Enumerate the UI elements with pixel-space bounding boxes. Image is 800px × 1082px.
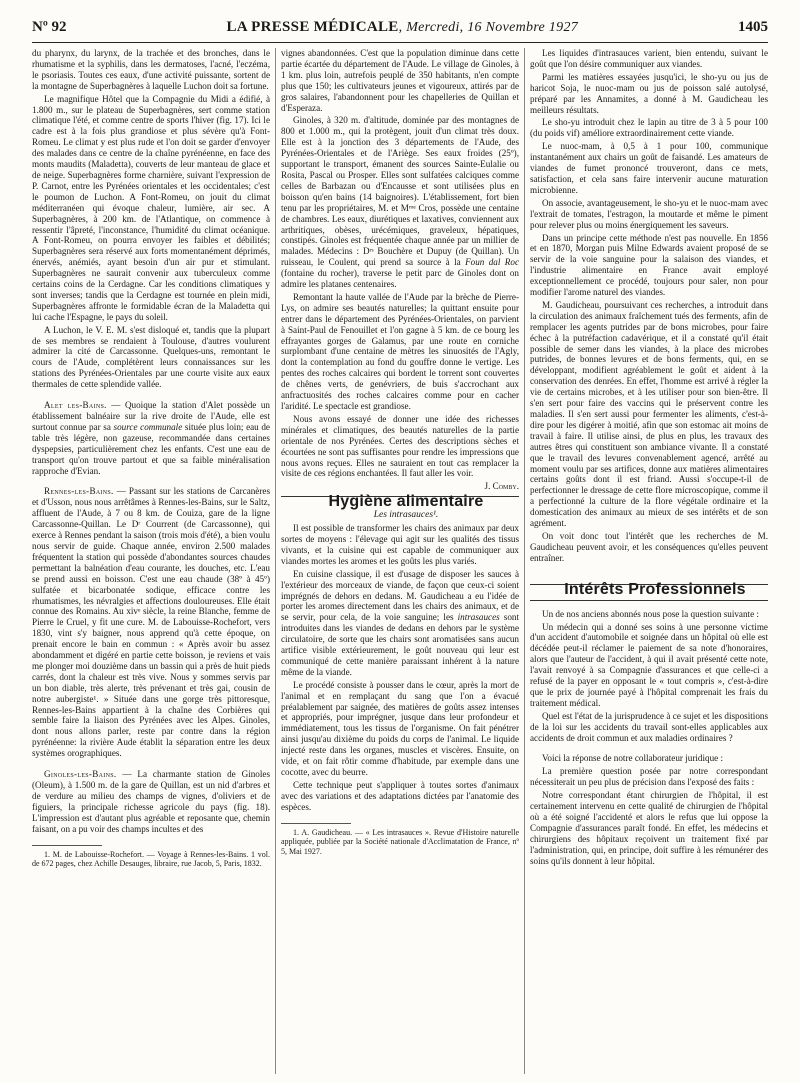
rennes-section: Rennes-les-Bains. — Passant sur les stations de Carcanères et d'Usson, nous nous arrêtâmes à Rennes-les-Bains, sur le Saltz, affluent de l'Aude, à 7 ou 8 km. de Couiza, gare de la ligne Carcassonne-Quillan. Le Dʳ Courrent (de Carcassonne), qui exerce à Rennes pendant la saison (trois mois d'été), a bien voulu nous servir de guide. Chaque année, environ 2.500 malades fréquentent la station qui possède d'abondantes sources chaudes permettant la balnéation d'eau courante, les douches, etc. L'eau se prend aussi en boisson. C'est une eau chaude (38º à 45º) sulfatée et bicarbonatée sodique, efficace contre les rhumatismes, les névralgies et affections douloureuses. Elle était connue des Romains. Au xivᵉ siècle, la reine Blanche, femme de Pierre le Cruel, y fit une cure. M. de Labouisse-Rochefort, vers 1830, vint s'y baigner, nous apprend qu'à cette époque, on prenait encore le bain en commun : « Après avoir bu assez abondamment et digéré en partie cette boisson, je reviens et vais me plonger moi douzième dans un bassin qui a près de huit pieds carrés, dont la chaleur est très vive. Nous y sommes servis par un bon diable, très alerte, très prévenant et très gai, cousin de notre aubergiste¹. » Située dans une gorge très pittoresque, Rennes-les-Bains appartient à la chaîne des Corbières qui semble faire la liaison des Pyrénées avec les Alpes. Ginoles, dont nous allons parler, reste par contre dans la région pyrénéenne: la rivière Aude établit la séparation entre les deux systèmes orographiques. <box>32 486 270 759</box>
paragraph: En cuisine classique, il est d'usage de disposer les sauces à l'extérieur des morceaux de viande, de façon que ceux-ci soient imprégnés de dehors en dedans. M. Gaudicheau a eu l'idée de porter les aromes directement dans les chairs des animaux, et de se servir, pour cela, de la voie sanguine; les intrasauces sont introduites dans les viandes de dedans en dehors par le système circulatoire, de sorte que les chairs sont aromatisées sans aucun artifice visible extérieurement, le goût nouveau qui leur est communiqué de cette manière paraissant inhérent à la nature même de la viande. <box>281 568 519 677</box>
column-right <box>530 48 768 1074</box>
paragraph: Dans un principe cette méthode n'est pas nouvelle. En 1856 et en 1870, Morgan puis Milne Edwards avaient proposé de se servir de la voie sanguine pour la salaison des viandes, et l'industrie alimentaire en France avait employé exceptionnellement ce procédé, toujours pour saler, non pour modifier l'arome naturel des viandes. <box>530 232 768 298</box>
section-heading-alet: Alet les-Bains. <box>44 400 107 411</box>
footnote-rule <box>281 823 351 824</box>
column-divider <box>275 48 276 1074</box>
ginoles-section: Ginoles-les-Bains. — La charmante station de Ginoles (Oleum), à 1.500 m. de la gare de Quillan, est un nid d'arbres et de verdure au milieu des champs de vignes, d'oliviers et de figuiers, la principale richesse agricole du pays (fig. 18). L'impression est d'autant plus agréable et reposante que, chemin faisant, on a pu voir des champs incultes et des <box>32 769 270 834</box>
paragraph: Les liquides d'intrasauces varient, bien entendu, suivant le goût que l'on désire communiquer aux viandes. <box>530 48 768 69</box>
paragraph: vignes abandonnées. C'est que la population diminue dans cette partie écartée du département de l'Aude. Le village de Ginoles, à 1 km. plus loin, autrefois peuplé de 350 habitants, n'en compte plus que 150; les cultivateurs jeunes et vigoureux, attirés par de gros salaires, l'abandonnent pour les chapelleries de Quillan et d'Esperaza. <box>281 48 519 113</box>
folio-number: 1405 <box>737 18 768 35</box>
paragraph: Notre correspondant étant chirurgien de l'hôpital, il est certainement intervenu en cette qualité de chirurgien de l'hôpital où a été soigné l'accidenté et alors le refus que lui oppose la Compagnie d'assurances paraît fondé. En effet, les médecins et chirurgiens des hôpitaux reçoivent un traitement fixé par l'administration, qui, en principe, doit suffire à les rémunérer des soins qu'ils donnent à leur hôpital. <box>530 790 768 866</box>
footnote-rule <box>32 845 102 846</box>
section-subtitle: Les intrasauces¹. <box>373 510 439 521</box>
paragraph: On associe, avantageusement, le sho-yu et le nuoc-mam avec l'extrait de tomates, l'estragon, la moutarde et même le piment pour relever plus ou moins énergiquement les saveurs. <box>530 197 768 230</box>
column-middle <box>281 48 519 1074</box>
paragraph: On voit donc tout l'intérêt que les recherches de M. Gaudicheau peuvent avoir, et les conséquences qu'elles peuvent entraîner. <box>530 530 768 563</box>
paragraph: Voici la réponse de notre collaborateur juridique : <box>542 753 724 764</box>
paragraph: Le sho-yu introduit chez le lapin au titre de 3 à 5 pour 100 (du poids vif) améliore extraordinairement cette viande. <box>530 117 768 139</box>
paragraph: M. Gaudicheau, poursuivant ces recherches, a introduit dans la circulation des animaux fraîchement tués des ferments, afin de remplacer les agents putrides par de bons microbes, pour faire échec à la putréfaction cadavérique, et il a constaté qu'il était possible de semer dans les viandes, à la place des microbes putrides, de bonnes levures et de bons ferments, qui, en se développant, modifient agréablement le goût et aident à la conservation des denrées. En effet, l'homme est arrivé à régler la vie de certains microbes, et à les utiliser pour son bien-être. Il s'en sert pour faire des vaccins qui le préservent contre les maladies. Il s'en sert aussi pour fermenter les aliments, c'est-à-dire pour les digérer à moitié, afin que son estomac ait moins de travail à faire. Il utilise ainsi, de plus en plus, les travaux des autres êtres qui constituent son ambiance vivante. Il a constaté que le travail des levures convenablement agencé, arrêté au moment voulu par ses artifices, donne aux matières alimentaires certains goûts dont il est friand. Aussi s'occupe-t-il de perfectionner le dressage de cette flore microscopique, comme il a perfectionné la culture de la flore végétale ordinaire et la domestication des animaux au mieux de ses intérêts et de son agrément. <box>530 299 768 529</box>
paragraph: Ginoles, à 320 m. d'altitude, dominée par des montagnes de 800 et 1.000 m., qui la protègent, jouit d'un climat très doux. Elle est à la jonction des 3 départements de l'Aude, des Pyrénées-Orientales et de l'Ariège. Ses eaux froides (25º), supportant le transport, émanent des sources Sainte-Eulalie ou Rosita, Pascal ou Prosper. Elles sont sulfatées calciques comme celles de Barbazan ou d'Encausse et sont utilisées plus en boisson qu'en bains (14 baignoires). L'établissement, fort bien tenu par les propriétaires, M. et Mᵐᵉ Cros, possède une centaine de chambres. Les eaux, diurétiques et laxatives, conviennent aux arthritiques, obèses, urécémiques, graveleux, hépatiques, constipés. Ginoles est fréquentée chaque année par un millier de malades. Médecins : Dʳˢ Bouchère et Dupuy (de Quillan). Un ruisseau, le Coulent, qui prend sa source à la Foun dal Roc (fontaine du rocher), traverse le petit parc de Ginoles dont on admire les platanes centenaires. <box>281 115 519 290</box>
issue-date: Mercredi, 16 Novembre 1927 <box>406 19 579 35</box>
paragraph: Nous avons essayé de donner une idée des richesses minérales et climatiques, des beautés naturelles de la partie orientale de nos Pyrénées. Certes des descriptions sèches et écourtées ne sont pas suffisantes pour rendre les impressions que nous avons reçues. Elles ne sauraient en tout cas remplacer la visite de ces régions enchantées. Il faut aller les voir. <box>281 413 519 479</box>
paragraph: Remontant la haute vallée de l'Aude par la brèche de Pierre-Lys, on admire ses beautés naturelles; la quittant ensuite pour entrer dans le département des Pyrénées-Orientales, on parvient à Saint-Paul de Fenouillet et l'on gagne à 5 km. de ce bourg les effrayantes gorges de Galamus, par une route en corniche surplombant d'une centaine de mètres les sinuosités de l'Agly, dont la contemplation au fond du gouffre donne le vertige. Les pentes des roches calcaires qui bordent le torrent sont couvertes de chênes verts, de genévriers, de buis s'accrochant aux anfractuosités des roches calcaires comme pour en cacher l'aridité. Le spectacle est grandiose. <box>281 291 519 411</box>
section-heading-rennes: Rennes-les-Bains. <box>44 486 114 497</box>
paragraph: Le magnifique Hôtel que la Compagnie du Midi a édifié, à 1.800 m., sur le plateau de Superbagnères, sert comme station climatique l'été, et comme centre de sports l'hiver (fig. 17). Ici le cadre est à la fois plus grandiose et plus sévère qu'à Font-Romeu. Le climat y est plus rude et l'on doit se garder d'envoyer des malades dans ce centre de la chaîne pyrénéenne, en face des monts maudits (Maladetta), couverts de leur manteau de glace et de neige. Superbagnères forme charnière, suivant l'expression de P. Carnot, entre les Pyrénées orientales et les occidentales; c'est le poumon de Luchon. A Font-Romeu, on jouit du climat méditerranéen qui évoque chaleur, lumière, air sec. A Superbagnères, à 200 km. de l'Atlantique, on commence à ressentir l'âpreté, l'inconstance, l'humidité du climat océanique. A Font-Romeu, on pourra envoyer les faibles et débilités; Superbagnères sera réservé aux forts momentanément déprimés, énervés, anémiés, ayant besoin d'un air pur et stimulant. Superbagnères ne saurait convenir aux tuberculeux comme certains coins de la Cerdagne. Car les conditions climatiques y sont inverses; tandis que la Cerdagne est tournée en plein midi, Superbagnères affronte le formidable écran de la Maladetta qui lui cache l'Espagne, le pays du soleil. <box>32 93 270 322</box>
paragraph: Il est possible de transformer les chairs des animaux par deux sortes de moyens : l'élevage qui agit sur les qualités des tissus vivants, et la cuisine qui est capable de communiquer aux viandes mortes les aromes et les goûts les plus variés. <box>281 523 519 566</box>
section-heading-ginoles: Ginoles-les-Bains. <box>44 769 117 780</box>
section-title-interets: Intérêts Professionnels <box>564 580 746 598</box>
journal-title-line: LA PRESSE MÉDICALE, Mercredi, 16 Novembre 1927 <box>226 18 579 35</box>
footnote: 1. A. Gaudicheau. — « Les intrasauces ». Revue d'Histoire naturelle appliquée, publiée par la Société nationale d'Acclimatation de France, nº 5, Mai 1927. <box>281 827 519 856</box>
paragraph: Quel est l'état de la jurisprudence à ce sujet et les dispositions de la loi sur les accidents du travail sont-elles applicables aux accidents de droit commun et aux maladies ordinaires ? <box>530 710 768 743</box>
page-header <box>32 12 768 43</box>
journal-name: LA PRESSE MÉDICALE <box>226 18 399 35</box>
paragraph: du pharynx, du larynx, de la trachée et des bronches, dans le rhumatisme et la syphilis, dans les dermatoses, l'acné, l'eczéma, le psoriasis. Toutes ces eaux, d'une activité puissante, sortent de la montagne de Superbagnères à laquelle Luchon doit sa fortune. <box>32 48 270 91</box>
paragraph: Parmi les matières essayées jusqu'ici, le sho-yu ou jus de haricot Soja, le nuoc-mam ou jus de poisson salé autolysé, préparé par les Annamites, a donné à M. Gaudicheau les meilleurs résultats. <box>530 71 768 115</box>
author-signature: J. Comby. <box>484 481 519 492</box>
paragraph: A Luchon, le V. E. M. s'est disloqué et, tandis que la plupart de ses membres se rendaient à Toulouse, d'autres voulurent admirer la cité de Carcassonne. Quelques-uns, remontant le cours de l'Aude, complétèrent leurs connaissances sur les stations des Pyrénées-Orientales par une courte visite aux eaux thermales de cette splendide vallée. <box>32 324 270 390</box>
paragraph: Le procédé consiste à pousser dans le cœur, après la mort de l'animal et en remplaçant du sang que l'on a évacué préalablement par saignée, des matières de goûts assez intenses et appropriés, pour imprégner, jusque dans leur profondeur et immédiatement, tous les tissus de l'organisme. On fait pénétrer ainsi jusqu'au dixième du poids du corps de l'animal. Le liquide injecté reste dans les organes, muscles et viscères. Ensuite, on vide, et on fait rôtir comme d'habitude, par exemple dans une cocotte, avec du beurre. <box>281 679 519 777</box>
section-title-hygiene: Hygiène alimentaire <box>328 493 484 511</box>
page-number: Nº 92 <box>32 18 67 35</box>
paragraph: Cette technique peut s'appliquer à toutes sortes d'animaux avec des variations et des adaptations dictées par l'anatomie des espèces. <box>281 779 519 812</box>
column-left <box>32 48 270 1074</box>
paragraph: Un de nos anciens abonnés nous pose la question suivante : <box>542 608 759 619</box>
paragraph: Le nuoc-mam, à 0,5 à 1 pour 100, communique instantanément aux chairs un goût de faisandé. Les amateurs de viandes de fumet prononcé trouveront, dans ce mets, satisfaction, et cela sans faire intervenir aucune maturation microbienne. <box>530 141 768 195</box>
paragraph: La première question posée par notre correspondant nécessiterait un peu plus de précision dans l'exposé des faits : <box>530 766 768 788</box>
paragraph: Un médecin qui a donné ses soins à une personne victime d'un accident d'automobile et soignée dans un hôpital où elle est décédée peut-il réclamer le paiement de sa note d'honoraires, alors que l'auteur de l'accident, à qui il avait présenté cette note, l'avait renvoyé à sa Compagnie d'assurances et que celle-ci a refusé de la payer en opposant le « tout compris », c'est-à-dire que le prix de journée payé à l'hôpital comprenait les frais du traitement médical. <box>530 621 768 708</box>
alet-section: Alet les-Bains. — Quoique la station d'Alet possède un établissement balnéaire sur la rive droite de l'Aude, elle est surtout connue par sa source communale située plus loin; eau de table très légère, non gazeuse, recommandée dans certaines dyspepsies, particulièrement chez les enfants. C'est une eau de transport qu'on trouve partout et que sa faible minéralisation rapproche d'Evian. <box>32 400 270 476</box>
column-divider <box>524 48 525 1074</box>
article-columns <box>32 48 768 1074</box>
footnote: 1. M. de Labouisse-Rochefort. — Voyage à Rennes-les-Bains. 1 vol. de 672 pages, chez Achille Desauges, libraire, rue Jacob, 5, Paris, 1832. <box>32 849 270 869</box>
